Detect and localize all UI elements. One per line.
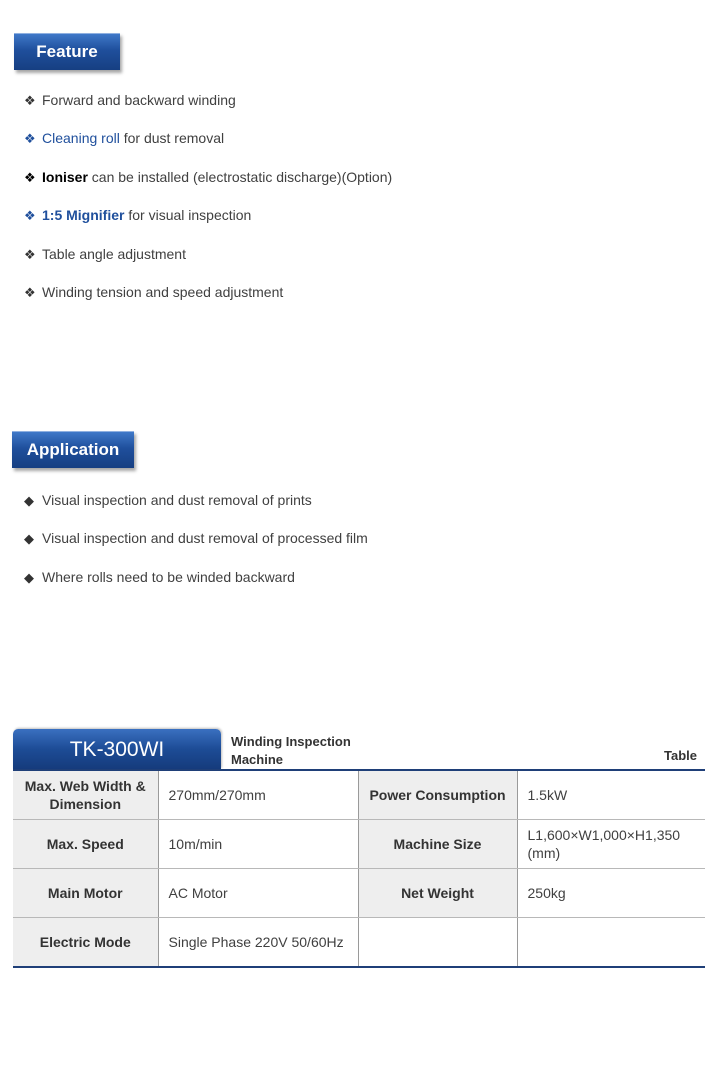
feature-item-text: Winding tension and speed adjustment bbox=[42, 284, 284, 300]
feature-item bbox=[24, 284, 283, 301]
table-row bbox=[13, 918, 705, 968]
feature-item bbox=[24, 92, 236, 109]
spec-label: Net Weight bbox=[358, 869, 517, 918]
feature-item bbox=[24, 130, 224, 147]
model-badge: TK-300WI bbox=[13, 729, 221, 769]
feature-item-highlight: Cleaning roll bbox=[42, 130, 120, 146]
diamond-cross-icon: ❖ bbox=[24, 170, 36, 185]
spec-value: 270mm/270mm bbox=[158, 770, 358, 820]
spec-empty-cell bbox=[358, 918, 517, 968]
spec-label: Machine Size bbox=[358, 820, 517, 869]
diamond-cross-icon: ❖ bbox=[24, 247, 36, 262]
feature-item-text: can be installed (electrostatic discharge)(Option) bbox=[87, 169, 393, 185]
application-item-text: Visual inspection and dust removal of prints bbox=[42, 492, 312, 508]
table-row bbox=[13, 770, 705, 820]
feature-item-text: for dust removal bbox=[119, 130, 225, 146]
diamond-cross-icon: ❖ bbox=[24, 208, 36, 223]
feature-heading: Feature bbox=[14, 33, 120, 70]
feature-item-highlight: 1:5 Mignifier bbox=[42, 207, 125, 223]
spec-value: AC Motor bbox=[158, 869, 358, 918]
feature-item bbox=[24, 246, 186, 263]
black-diamond-icon: ◆ bbox=[24, 531, 34, 546]
diamond-cross-icon: ❖ bbox=[24, 131, 36, 146]
spec-label: Power Consumption bbox=[358, 770, 517, 820]
feature-item bbox=[24, 169, 392, 186]
model-description: Winding Inspection Machine bbox=[231, 734, 351, 767]
spec-value: 250kg bbox=[517, 869, 705, 918]
diamond-cross-icon: ❖ bbox=[24, 285, 36, 300]
spec-value: L1,600×W1,000×H1,350 (mm) bbox=[517, 820, 705, 869]
black-diamond-icon: ◆ bbox=[24, 493, 34, 508]
spec-empty-cell bbox=[517, 918, 705, 968]
application-heading: Application bbox=[12, 431, 134, 468]
application-item bbox=[24, 530, 368, 547]
spec-value: 10m/min bbox=[158, 820, 358, 869]
spec-label: Main Motor bbox=[13, 869, 158, 918]
application-item-text: Visual inspection and dust removal of processed film bbox=[42, 530, 368, 546]
application-item-text: Where rolls need to be winded backward bbox=[42, 569, 295, 585]
spec-label: Max. Speed bbox=[13, 820, 158, 869]
feature-item-text: for visual inspection bbox=[124, 207, 252, 223]
feature-item-text: Forward and backward winding bbox=[42, 92, 236, 108]
table-row bbox=[13, 820, 705, 869]
black-diamond-icon: ◆ bbox=[24, 570, 34, 585]
application-item bbox=[24, 569, 295, 586]
table-row bbox=[13, 869, 705, 918]
spec-label: Electric Mode bbox=[13, 918, 158, 968]
application-item bbox=[24, 492, 312, 509]
feature-item-highlight: Ioniser bbox=[42, 169, 88, 185]
diamond-cross-icon: ❖ bbox=[24, 93, 36, 108]
feature-item-text: Table angle adjustment bbox=[42, 246, 186, 262]
feature-item bbox=[24, 207, 251, 224]
spec-label: Max. Web Width & Dimension bbox=[13, 770, 158, 820]
table-label: Table bbox=[664, 748, 697, 763]
spec-table bbox=[13, 769, 705, 968]
spec-value: Single Phase 220V 50/60Hz bbox=[158, 918, 358, 968]
spec-value: 1.5kW bbox=[517, 770, 705, 820]
